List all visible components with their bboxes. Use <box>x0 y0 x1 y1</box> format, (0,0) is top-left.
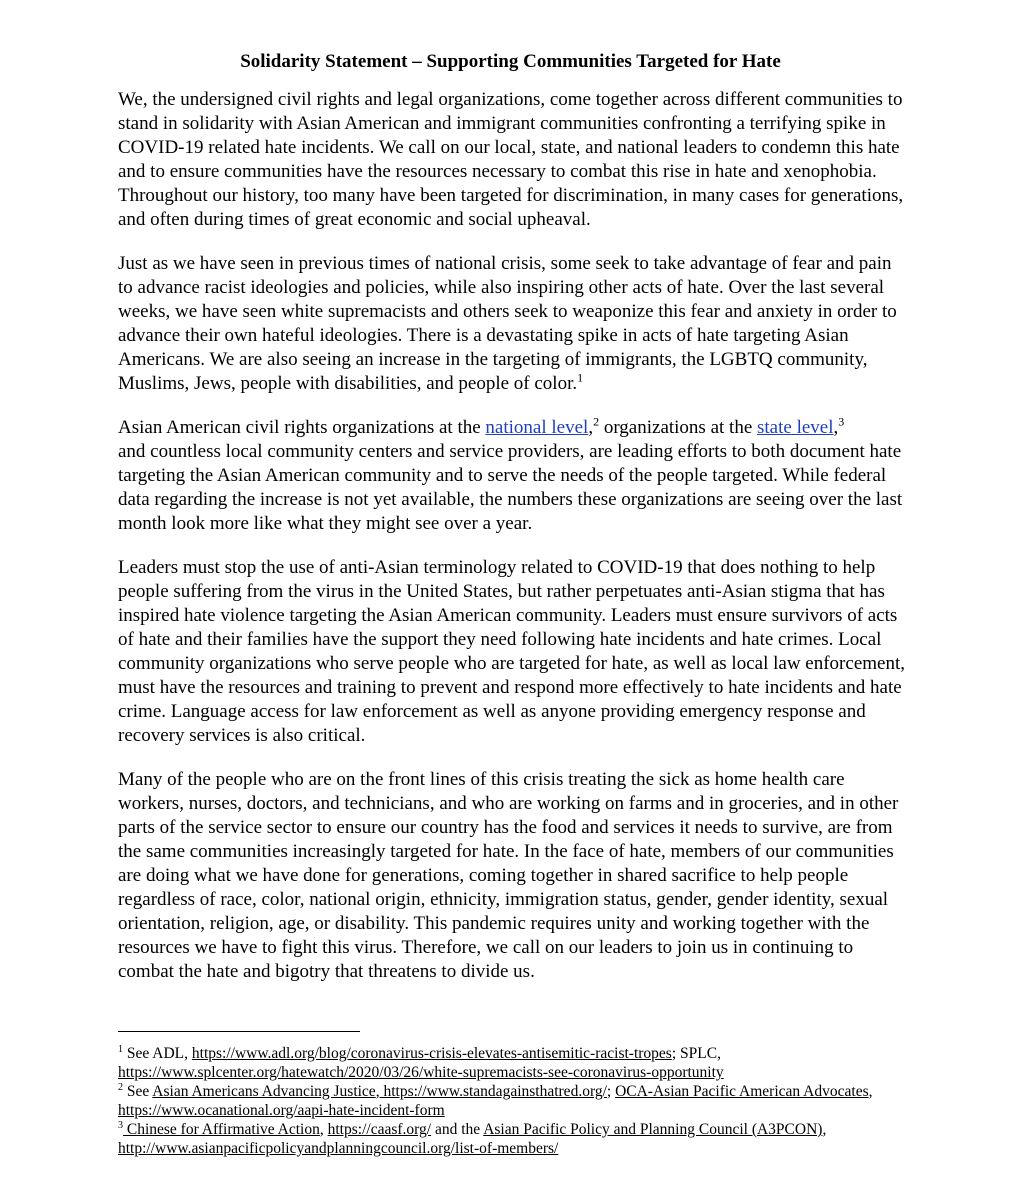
document-title: Solidarity Statement – Supporting Communities Targeted for Hate <box>240 51 781 72</box>
a3pcon-members-link[interactable]: http://www.asianpacificpolicyandplanningcouncil.org/list-of-members/ <box>118 1140 559 1157</box>
paragraph-2-text: Just as we have seen in previous times of national crisis, some seek to take advantage of fear and pain to advance racist ideologies and policies, while also inspiring other acts of hate. Over the last several weeks, we have seen white supremacists and others seek to weaponize this fear and anxiety in order to advance their own hateful ideologies. There is a devastating spike in acts of hate targeting Asian Americans. We are also seeing an increase in the targeting of immigrants, the LGBTQ community, Muslims, Jews, people with disabilities, and people of color. <box>118 253 897 394</box>
adl-link[interactable]: https://www.adl.org/blog/coronavirus-crisis-elevates-antisemitic-racist-tropes <box>191 1045 672 1062</box>
footnote-2-mid: ; <box>606 1083 616 1100</box>
footnote-1-lead: See ADL, <box>123 1045 192 1062</box>
caa-link[interactable]: Chinese for Affirmative Action <box>123 1121 320 1138</box>
oca-url: , https://www.ocanational.org/aapi-hate-incident-form <box>118 1083 873 1119</box>
footnote-2-number: 2 <box>118 1081 123 1093</box>
footnote-2 <box>118 1082 908 1120</box>
footnote-3-mid: and the <box>431 1121 484 1138</box>
footnote-divider <box>118 1031 360 1032</box>
footnote-1-number: 1 <box>118 1043 123 1055</box>
footnote-ref-2[interactable]: 2 <box>593 414 600 429</box>
oca-name: OCA-Asian Pacific American Advocates <box>615 1083 869 1100</box>
paragraph-3-text-b: organizations at the <box>599 417 757 438</box>
paragraph-5: Many of the people who are on the front lines of this crisis treating the sick as home health care workers, nurses, doctors, and technicians, and who are working on farms and in groceries, and in other parts of the service sector to ensure our country has the food and services it needs to survive, are from the same communities increasingly targeted for hate. In the face of hate, members of our communities are doing what we have done for generations, coming together in shared sacrifice to help people regardless of race, color, national origin, ethnicity, immigration status, gender, gender identity, sexual orientation, religion, age, or disability. This pandemic requires unity and working together with the resources we have to fight this virus. Therefore, we call on our leaders to join us in continuing to combat the hate and bigotry that threatens to divide us. <box>118 769 899 982</box>
state-level-link[interactable]: state level <box>757 417 834 438</box>
caasf-link[interactable]: https://caasf.org/ <box>327 1121 432 1138</box>
paragraph-1: We, the undersigned civil rights and legal organizations, come together across different communities to stand in solidarity with Asian American and immigrant communities confronting a terrifying spike in COVID-19 related hate incidents. We call on our local, state, and national leaders to condemn this hate and to ensure communities have the resources necessary to combat this rise in hate and xenophobia. Throughout our history, too many have been targeted for discrimination, in many cases for generations, and often during times of great economic and social upheaval. <box>118 89 904 230</box>
footnotes <box>118 1044 908 1158</box>
paragraph-3: Asian American civil rights organizations at the national level,$^2$ organizations at the state level,$^3$ and countless local community centers and service providers, are leading efforts to both document hate targeting the Asian American community and to serve the needs of the people targeted. While federal data regarding the increase is not yet available, the numbers these organizations are seeing over the last month look more like what they might see over a year. <box>118 414 903 534</box>
national-level-link[interactable]: national level <box>485 417 589 438</box>
footnote-3-sep-1: , <box>319 1121 328 1138</box>
aaaj-name: Asian Americans Advancing Justice <box>152 1083 376 1100</box>
paragraph-3-text-a: Asian American civil rights organizations at the <box>118 417 486 438</box>
aaaj-url: , https://www.standagainsthatred.org/ <box>375 1083 607 1100</box>
footnote-ref-3[interactable]: 3 <box>838 414 845 429</box>
paragraph-2 <box>118 252 908 396</box>
footnote-1 <box>118 1044 908 1082</box>
footnote-3-number: 3 <box>118 1119 123 1131</box>
footnote-3 <box>118 1120 908 1158</box>
footnote-1-mid: ; SPLC, <box>671 1045 721 1062</box>
paragraph-3-text-c: and countless local community centers and service providers, are leading efforts to both document hate targeting the Asian American community and to serve the needs of the people targeted. While federal data regarding the increase is not yet available, the numbers these organizations are seeing over the last month look more like what they might see over a year. <box>118 441 903 534</box>
footnote-ref-1[interactable]: 1 <box>577 370 584 385</box>
statement-body <box>118 88 908 984</box>
paragraph-4: Leaders must stop the use of anti-Asian terminology related to COVID-19 that does nothing to help people suffering from the virus in the United States, but rather perpetuates anti-Asian stigma that has inspired hate violence targeting the Asian American community. Leaders must ensure survivors of acts of hate and their families have the support they need following hate incidents and hate crimes. Local community organizations who serve people who are targeted for hate, as well as local law enforcement, must have the resources and training to prevent and respond more effectively to hate incidents and hate crime. Language access for law enforcement as well as anyone providing emergency response and recovery services is also critical. <box>118 557 905 746</box>
aaaj-link[interactable] <box>152 1083 607 1100</box>
footnote-2-lead: See <box>123 1083 153 1100</box>
splc-link[interactable]: https://www.splcenter.org/hatewatch/2020/03/26/white-supremacists-see-coronavirus-opportunity <box>118 1064 724 1081</box>
footnote-3-sep-2: , <box>822 1121 827 1138</box>
a3pcon-link[interactable]: Asian Pacific Policy and Planning Council (A3PCON) <box>483 1121 823 1138</box>
